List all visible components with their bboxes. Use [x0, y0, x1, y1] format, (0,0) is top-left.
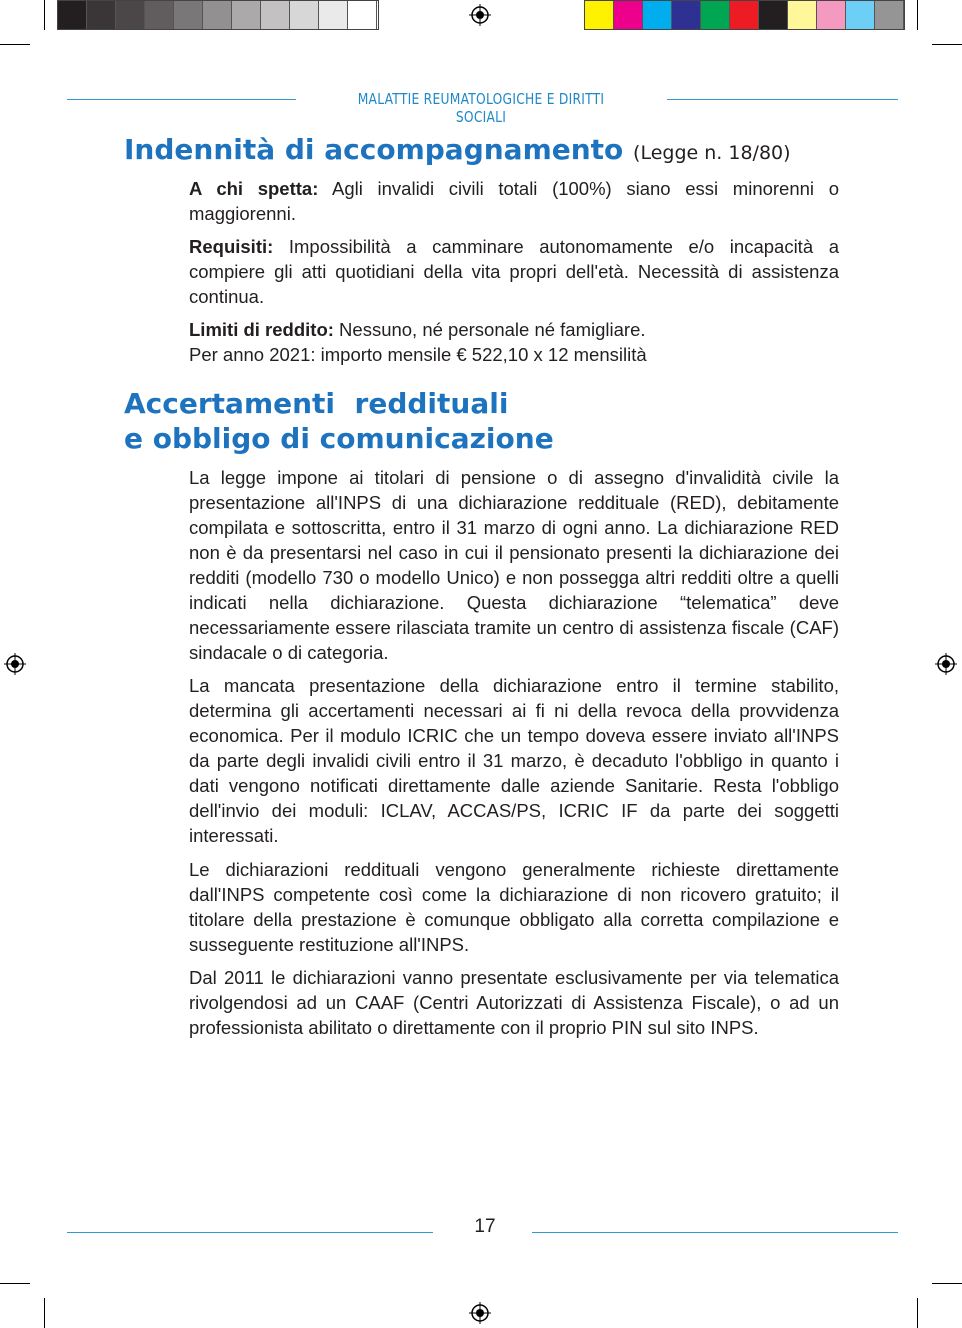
color-swatch — [585, 1, 614, 29]
crop-mark — [0, 1283, 30, 1284]
footer-rule-left — [67, 1232, 433, 1233]
color-swatch — [701, 1, 730, 29]
gray-swatch — [203, 1, 232, 29]
color-swatch — [846, 1, 875, 29]
gray-swatch — [145, 1, 174, 29]
section-title: Indennità di accompagnamento — [124, 133, 624, 166]
gray-swatch — [174, 1, 203, 29]
crop-mark — [932, 1283, 962, 1284]
section-title-line-1: Accertamenti reddituali — [124, 387, 509, 420]
section-title-line-2: e obbligo di comunicazione — [124, 422, 554, 455]
chi-spetta-text: Agli invalidi civili totali (100%) siano essi minorenni o maggiorenni. — [189, 178, 839, 224]
header-rule-left — [67, 99, 296, 100]
registration-mark-right-icon — [935, 653, 957, 675]
requisiti-text: Impossibilità a camminare autonomamente e/o incapacità a compiere gli atti quotidiani della vita propri dell'età. Necessità di assistenza continua. — [189, 236, 839, 307]
footer-rule-right — [532, 1232, 898, 1233]
body-paragraph-2: La mancata presentazione della dichiarazione entro il termine stabilito, determina gli accertamenti necessari ai fi ni della revoca della provvidenza economica. Per il modulo ICRIC che un tempo doveva essere inviato all'INPS da parte degli invalidi civili entro il 31 marzo, è decaduto l'obbligo in quanto i dati vengono notificati direttamente dalle aziende Sanitarie. Resta l'obbligo dell'invio dei moduli: ICLAV, ACCAS/PS, ICRIC IF da parte dei soggetti interessati. — [189, 675, 839, 846]
color-swatch — [817, 1, 846, 29]
registration-mark-bottom-icon — [469, 1302, 491, 1324]
gray-swatch — [319, 1, 348, 29]
requisiti-paragraph — [189, 234, 839, 309]
gray-swatch — [116, 1, 145, 29]
crop-mark — [0, 44, 30, 45]
page-number: 17 — [474, 1216, 496, 1237]
crop-mark — [44, 1298, 45, 1328]
gray-swatch — [348, 1, 377, 29]
gray-swatch — [290, 1, 319, 29]
body-paragraph-1: La legge impone ai titolari di pensione o di assegno d'invalidità civile la presentazione all'INPS di una dichiarazione reddituale (RED), debitamente compilata e sottoscritta, entro il 31 marzo di ogni anno. La dichiarazione RED non è da presentarsi nel caso in cui il pensionato presenti la dichiarazione dei redditi (modello 730 o modello Unico) e non possegga altri redditi oltre a quelli indicati nella dichiarazione. Questa dichiarazione “telematica” deve necessariamente essere rilasciata tramite un centro di assistenza fiscale (CAF) sindacale o di categoria. — [189, 467, 839, 663]
chi-spetta-paragraph — [189, 176, 839, 226]
crop-mark — [917, 1298, 918, 1328]
color-swatch — [614, 1, 643, 29]
color-swatch — [730, 1, 759, 29]
chi-spetta-label: A chi spetta: — [189, 178, 319, 199]
requisiti-label: Requisiti: — [189, 236, 274, 257]
color-swatch — [672, 1, 701, 29]
body-paragraph-3: Le dichiarazioni reddituali vengono generalmente richieste direttamente dall'INPS competente così come la dichiarazione di non ricovero gratuito; il titolare della prestazione è comunque obbligato alla corretta compilazione e susseguente restituzione all'INPS. — [189, 859, 839, 955]
crop-mark — [932, 44, 962, 45]
color-swatch — [643, 1, 672, 29]
registration-mark-left-icon — [4, 653, 26, 675]
gray-swatch — [232, 1, 261, 29]
section-heading-accertamenti — [124, 386, 554, 456]
color-swatch — [875, 1, 904, 29]
law-reference: (Legge n. 18/80) — [633, 142, 791, 164]
registration-mark-top-icon — [469, 4, 491, 26]
header-rule-right — [667, 99, 898, 100]
section-heading-indennita — [124, 133, 791, 170]
gray-swatch — [261, 1, 290, 29]
body-paragraph-4: Dal 2011 le dichiarazioni vanno presentate esclusivamente per via telematica rivolgendosi ad un CAAF (Centri Autorizzati di Assistenza Fiscale), o ad un professionista abilitato o direttamente con il proprio PIN sul sito INPS. — [189, 967, 839, 1038]
crop-mark — [917, 0, 918, 30]
crop-mark — [44, 0, 45, 30]
importo-text: Per anno 2021: importo mensile € 522,10 x 12 mensilità — [189, 344, 647, 365]
limiti-text: Nessuno, né personale né famigliare. — [339, 319, 646, 340]
gray-calibration-bar — [57, 0, 379, 30]
color-calibration-bar — [584, 0, 905, 30]
gray-swatch — [87, 1, 116, 29]
gray-swatch — [58, 1, 87, 29]
running-title: MALATTIE REUMATOLOGICHE E DIRITTI SOCIALI — [357, 90, 605, 126]
limiti-label: Limiti di reddito: — [189, 319, 334, 340]
limiti-paragraph — [189, 317, 839, 367]
color-swatch — [788, 1, 817, 29]
color-swatch — [759, 1, 788, 29]
